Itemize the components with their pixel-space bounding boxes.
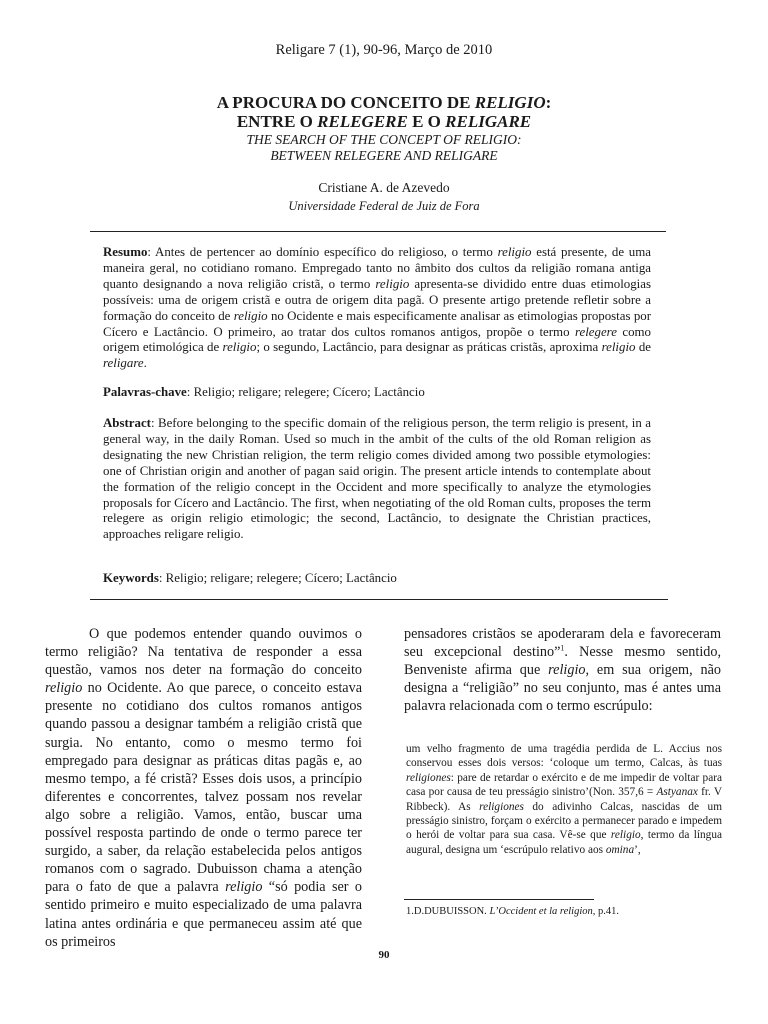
quote-text: do adivinho Calcas, nascidas de um presságio sinistro, forçam o exército a permanecer parado e impedem o herói de voltar para sua casa. Vê-se que	[406, 800, 722, 842]
body-left-column	[45, 625, 362, 951]
footnote-italic: L’Occident et la religion	[489, 906, 593, 917]
quote-italic: omina	[605, 843, 635, 856]
page-number: 90	[378, 949, 390, 961]
keywords-label: Keywords	[103, 571, 159, 585]
resumo-text: ; o segundo, Lactâncio, para designar as práticas cristãs, aproxima	[256, 340, 602, 355]
keywords-text: : Religio; religare; relegere; Cícero; Lactâncio	[158, 571, 397, 585]
quote-italic: religiones	[479, 800, 524, 813]
quote-italic: religio	[610, 829, 641, 842]
resumo-label: Resumo	[103, 245, 148, 259]
resumo-italic: religio	[222, 340, 257, 355]
resumo-text: está presente, de uma maneira geral, no cotidiano romano. Empregado tanto no âmbito dos cultos da religião romana antiga quanto designando a nova religião cristã, o termo	[103, 245, 651, 291]
resumo-text: no Ocidente e mais especificamente analisar as etimologias propostas por Cícero e Lactâncio. O primeiro, ao tratar dos cultos romanos antigos, propõe o termo	[103, 308, 652, 339]
palavras-chave-text: : Religio; religare; relegere; Cícero; Lactâncio	[186, 385, 425, 399]
body-text: “só podia ser o sentido primeiro e muito especializado de uma palavra latina antes ordinária e que permaneceu assim até que os primeiros	[45, 879, 362, 950]
resumo-italic: religare	[103, 356, 144, 371]
title-text: E O	[407, 112, 446, 131]
title-text: ENTRE O	[236, 112, 318, 131]
title-italic-term: RELIGARE	[445, 112, 532, 131]
body-text: , em sua origem, não designa a “religião” no seu conjunto, mas é antes uma palavra relacionada com o termo escrúpulo:	[404, 662, 721, 715]
resumo-italic: religio	[601, 340, 636, 355]
body-text: no Ocidente. Ao que parece, o conceito estava presente no cotidiano dos cultos romanos antigos quando passou a designar também a religião cristã que surgia. No entanto, como o mesmo termo foi empregado para designar as práticas ditas pagãs e, ao mesmo tempo, a fé cristã? Esses dois usos, a princípio diferentes e concorrentes, talvez possam nos revelar algo sobre a religião. Vamos, então, buscar uma possível resposta partindo de onde o termo parece ter surgido, a saber, da relação estabelecida pelos antigos romanos com o sagrado. Dubuisson chama a atenção para o fato de que a palavra	[45, 680, 362, 896]
keywords-paragraph	[103, 571, 651, 587]
quote-italic: religiones	[406, 771, 451, 784]
title-italic-term: RELEGERE	[317, 112, 408, 131]
body-right-column	[404, 625, 721, 715]
footnote	[406, 906, 619, 917]
resumo-text: : Antes de pertencer ao domínio específico do religioso, o termo	[147, 245, 498, 259]
palavras-chave-label: Palavras-chave	[103, 385, 187, 399]
journal-header: Religare 7 (1), 90-96, Março de 2010	[275, 42, 493, 58]
abstract-label: Abstract	[103, 416, 151, 430]
quote-text: , termo da língua augural, designa um ‘escrúpulo relativo aos	[406, 829, 722, 856]
resumo-text: de	[635, 340, 652, 355]
quote-text: ’,	[634, 843, 641, 856]
divider-top	[90, 231, 666, 232]
article-title-line-2	[0, 112, 768, 132]
title-italic-term: RELIGIO	[474, 93, 546, 112]
english-title-line-2: BETWEEN RELEGERE AND RELIGARE	[270, 148, 498, 163]
body-italic: religio	[45, 680, 83, 697]
footnote-divider	[404, 899, 594, 900]
resumo-text: apresenta-se dividido entre duas etimologias possíveis: uma de origem cristã e outra de origem dita pagã. O presente artigo pretende refletir sobre a formação do conceito de	[103, 276, 651, 323]
abstract-paragraph	[103, 416, 651, 543]
resumo-text: .	[143, 356, 147, 371]
footnote-text: 1.D.DUBUISSON.	[406, 906, 490, 917]
body-text: O que podemos entender quando ouvimos o termo religião? Na tentativa de responder a essa questão, vamos nos deter na formação do conceito	[45, 626, 362, 679]
resumo-text: como origem etimológica de	[103, 324, 651, 355]
footnote-text: , p.41.	[592, 906, 620, 917]
title-text: A PROCURA DO CONCEITO DE	[216, 93, 475, 112]
resumo-italic: religio	[375, 276, 410, 291]
quote-italic: Astyanax	[656, 786, 698, 799]
footnote-marker[interactable]: 1	[560, 643, 565, 653]
author-name: Cristiane A. de Azevedo	[318, 180, 450, 195]
resumo-italic: relegere	[574, 324, 617, 339]
resumo-paragraph	[103, 245, 651, 372]
body-text: . Nesse mesmo sentido, Benveniste afirma que	[404, 644, 721, 679]
quote-text: um velho fragmento de uma tragédia perdida de L. Accius nos conservou esses dois versos: ‘coloque um termo, Calcas, às tuas	[406, 743, 722, 770]
body-italic: religio	[225, 879, 263, 896]
abstract-text: : Before belonging to the specific domain of the religious person, the term religio is present, in a general way, in the daily Roman. Used so much in the ambit of the cults of the old Roman religion as designating the new Christian religion, the term religio comes divided among two possible etymologies: one of Christian origin and another of pagan said origin. The present article intends to contemplate about the formation of the religio concept in the Occident and more specifically to analyze the etymologies proposals for Cícero and Lactâncio. The first, when negotiating of the old Roman cults, proposes the term relegere as origin religio etimologic; the second, Lactâncio, to designate the Christian practices, approaches religare religio.	[103, 416, 651, 542]
resumo-italic: religio	[233, 308, 268, 323]
block-quote	[406, 742, 722, 857]
english-title-line-1: THE SEARCH OF THE CONCEPT OF RELIGIO:	[246, 132, 522, 147]
body-text: pensadores cristãos se apoderaram dela e favoreceram seu excepcional destino”	[404, 626, 721, 661]
resumo-italic: religio	[497, 245, 532, 259]
quote-text: : pare de retardar o exército e de me impedir de voltar para casa por causa de teu presságio sinistro’(Non. 357,6 =	[406, 771, 722, 799]
body-italic: religio	[548, 662, 586, 679]
article-title-line-1	[0, 93, 768, 113]
author-affiliation: Universidade Federal de Juiz de Fora	[288, 199, 480, 213]
title-text: :	[545, 93, 552, 112]
palavras-chave-paragraph	[103, 385, 651, 401]
divider-bottom	[90, 599, 668, 600]
quote-text: fr. V Ribbeck). As	[406, 786, 723, 813]
